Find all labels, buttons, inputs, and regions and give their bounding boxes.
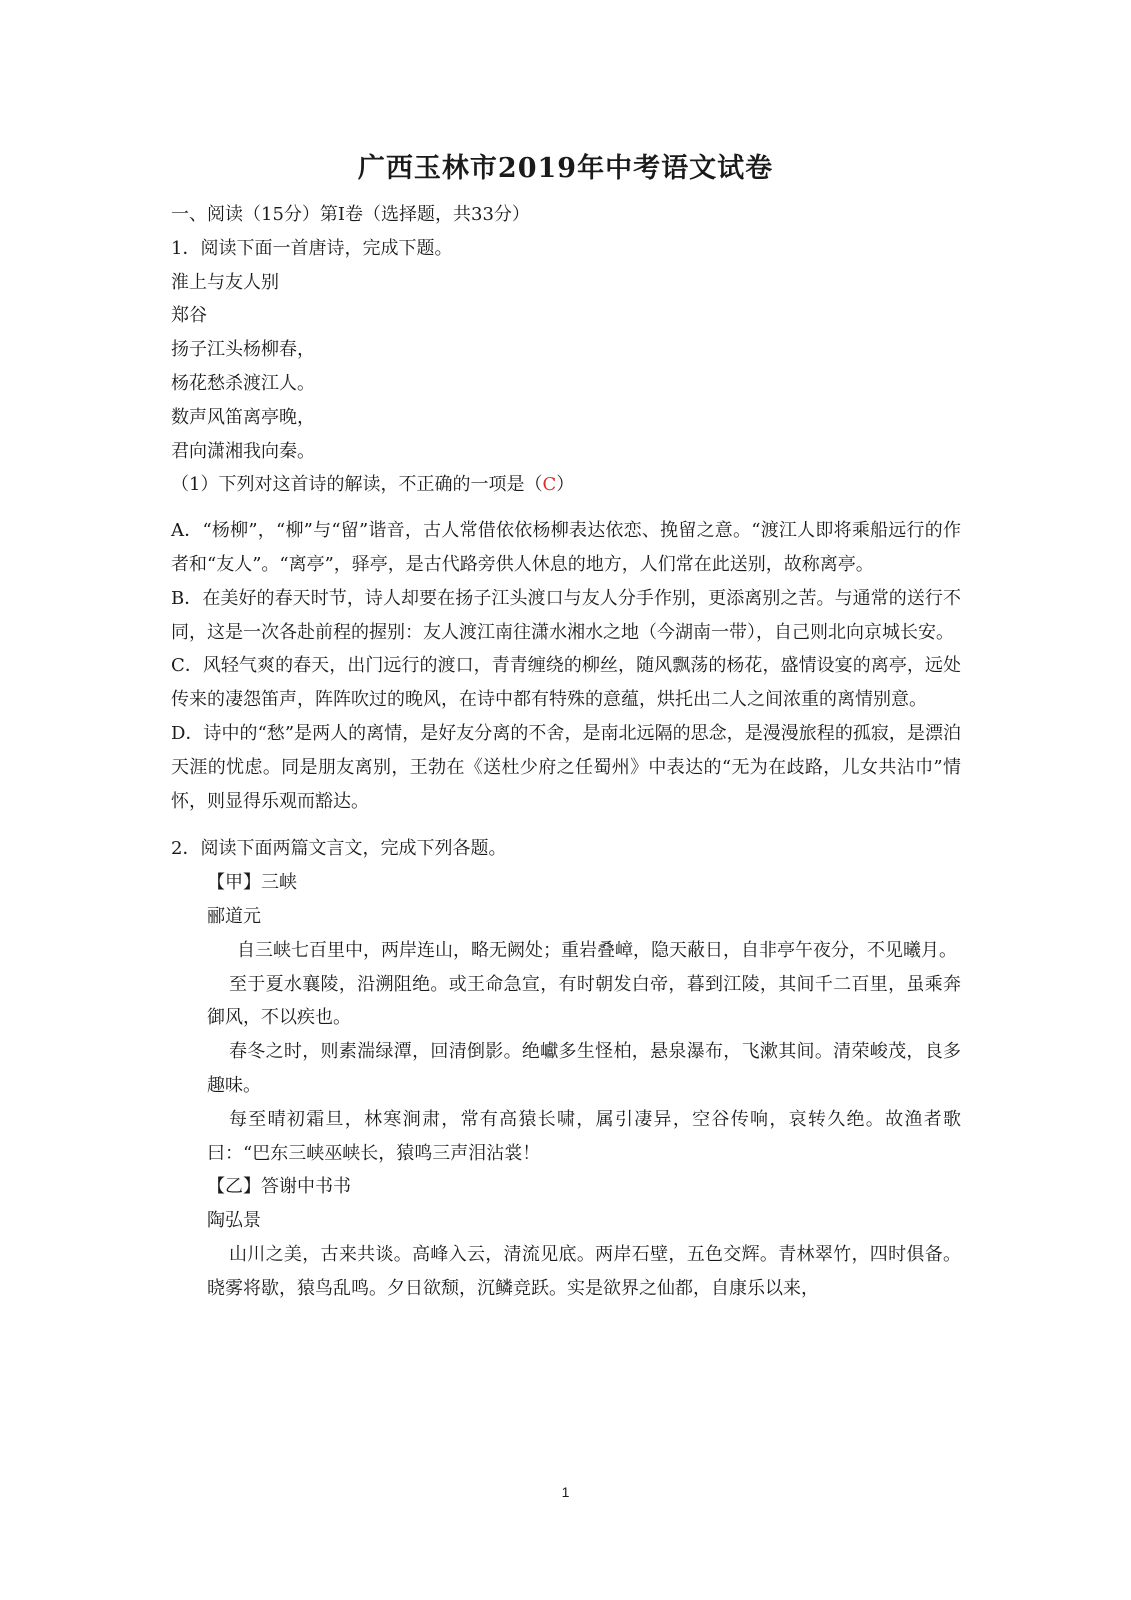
- passage-yi-paragraph: 山川之美，古来共谈。高峰入云，清流见底。两岸石壁，五色交辉。青林翠竹，四时俱备。晓雾将歇，猿鸟乱鸣。夕日欲颓，沉鳞竞跃。实是欲界之仙都，自康乐以来，: [207, 1243, 961, 1299]
- option-b: B．在美好的春天时节，诗人却要在扬子江头渡口与友人分手作别，更添离别之苦。与通常的送行不同，这是一次各赴前程的握别：友人渡江南往潇水湘水之地（今湖南一带），自己则北向京城长安。: [171, 587, 961, 643]
- sub-question-1: [171, 468, 961, 502]
- sub-question-text: （1）下列对这首诗的解读，不正确的一项是（: [171, 474, 543, 496]
- poem-line: 君向潇湘我向秦。: [171, 440, 315, 462]
- sub-question-close: ）: [556, 474, 575, 496]
- option-a: A．“杨柳”，“柳”与“留”谐音，古人常借依依杨柳表达依恋、挽留之意。“渡江人即将乘船远行的作者和“友人”。“离亭”，驿亭，是古代路旁供人休息的地方，人们常在此送别，故称离亭。: [171, 520, 961, 575]
- page-title: 广西玉林市2019年中考语文试卷: [357, 153, 774, 184]
- option-c: C．风轻气爽的春天，出门远行的渡口，青青缠绕的柳丝，随风飘荡的杨花，盛情设宴的离亭，远处传来的凄怨笛声，阵阵吹过的晚风，在诗中都有特殊的意蕴，烘托出二人之间浓重的离情别意。: [171, 655, 961, 711]
- poem-author: 郑谷: [171, 305, 207, 327]
- question-2-prompt: 2．阅读下面两篇文言文，完成下列各题。: [171, 838, 507, 860]
- passage-yi-title: 【乙】答谢中书书: [207, 1176, 351, 1198]
- passage-jia-paragraph: 至于夏水襄陵，沿溯阻绝。或王命急宣，有时朝发白帝，暮到江陵，其间千二百里，虽乘奔御风，不以疾也。: [207, 973, 961, 1029]
- poem-line: 数声风笛离亭晚，: [171, 406, 315, 428]
- passage-yi-author: 陶弘景: [207, 1210, 261, 1232]
- poem-line: 杨花愁杀渡江人。: [171, 372, 315, 394]
- passage-jia-paragraph: 春冬之时，则素湍绿潭，回清倒影。绝巘多生怪柏，悬泉瀑布，飞漱其间。清荣峻茂，良多趣味。: [207, 1041, 961, 1096]
- passage-jia-paragraph: 自三峡七百里中，两岸连山，略无阙处；重岩叠嶂，隐天蔽日，自非亭午夜分，不见曦月。: [237, 939, 957, 961]
- passage-jia-author: 郦道元: [207, 905, 261, 927]
- question-1-prompt: 1．阅读下面一首唐诗，完成下题。: [171, 237, 453, 259]
- option-d: D．诗中的“愁”是两人的离情，是好友分离的不舍，是南北远隔的思念，是漫漫旅程的孤寂，是漂泊天涯的忧虑。同是朋友离别，王勃在《送杜少府之任蜀州》中表达的“无为在歧路，儿女共沾巾”情怀，则显得乐观而豁达。: [171, 722, 961, 812]
- poem-title: 淮上与友人别: [171, 271, 279, 293]
- exam-body: [171, 198, 961, 1306]
- answer-mark: C: [542, 474, 557, 496]
- page-number: 1: [561, 1484, 570, 1500]
- passage-jia-paragraph: 每至晴初霜旦，林寒涧肃，常有高猿长啸，属引凄异，空谷传响，哀转久绝。故渔者歌曰：“巴东三峡巫峡长，猿鸣三声泪沾裳！: [207, 1108, 961, 1164]
- passage-jia-title: 【甲】三峡: [207, 872, 297, 894]
- section-header: 一、阅读（15分）第Ⅰ卷（选择题，共33分）: [171, 204, 530, 225]
- poem-line: 扬子江头杨柳春，: [171, 339, 315, 361]
